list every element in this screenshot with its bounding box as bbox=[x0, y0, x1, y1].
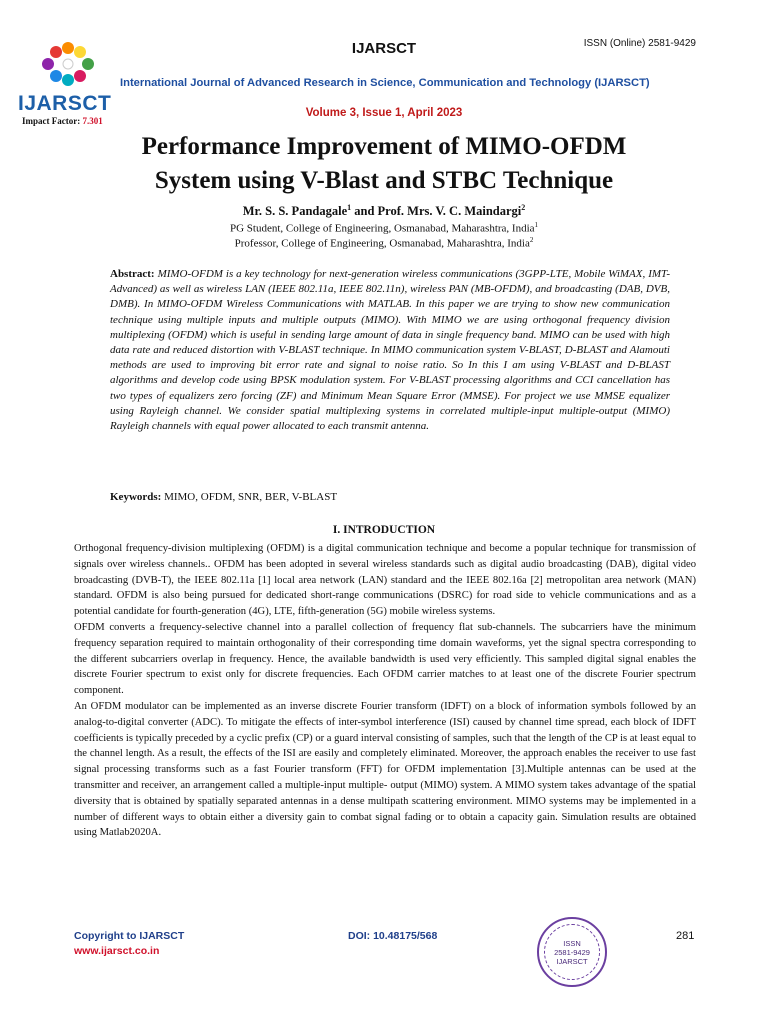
keywords-text: MIMO, OFDM, SNR, BER, V-BLAST bbox=[161, 491, 338, 503]
keywords-label: Keywords: bbox=[110, 491, 162, 503]
issn-seal bbox=[537, 917, 607, 987]
author-1: Mr. S. S. Pandagale bbox=[242, 204, 348, 219]
volume-issue: Volume 3, Issue 1, April 2023 bbox=[305, 107, 463, 119]
section-heading-introduction: I. INTRODUCTION bbox=[332, 524, 436, 536]
title-line-1: Performance Improvement of MIMO-OFDM bbox=[141, 133, 627, 160]
authors: Mr. S. S. Pandagale$^1$ and Prof. Mrs. V. C. Maindargi$^2$ bbox=[242, 203, 526, 219]
title-line-2: System using V-Blast and STBC Technique bbox=[154, 167, 614, 194]
abstract-label: Abstract: bbox=[110, 268, 155, 280]
affiliation-2: Professor, College of Engineering, Osmanabad, Maharashtra, India$^2$ bbox=[234, 236, 534, 250]
affiliation-1: PG Student, College of Engineering, Osmanabad, Maharashtra, India$^1$ bbox=[229, 221, 539, 235]
intro-paragraph-2: OFDM converts a frequency-selective channel into a parallel collection of frequency flat sub-channels. The subcarriers have the minimum frequency separation required to maintain orthogonality of their corresponding time domain waveforms, yet the signal spectra corresponding to the different subcarriers overlap in frequency. Hence, the available bandwidth is used very efficiently. This sampled digital signal enables the discrete Fourier spectrum to exist only for discrete frequencies. Each OFDM carrier matches to at least one of the discrete Fourier spectrum component. bbox=[74, 621, 696, 697]
page-number: 281 bbox=[676, 930, 695, 942]
doi: DOI: 10.48175/568 bbox=[348, 930, 438, 942]
intro-paragraph-3: An OFDM modulator can be implemented as an inverse discrete Fourier transform (IDFT) on a block of information symbols followed by an analog-to-digital converter (ADC). To mitigate the effects of inter-symbol interference (ISI) caused by channel time spread, each block of IDFT coefficients is typically preceded by a cyclic prefix (CP) or a guard interval consisting of samples, such that the length of the CP is at least equal to the channel length. As a result, the effects of the ISI are easily and completely eliminated. Moreover, the approach enables the receiver to use fast signal processing transforms such as a fast Fourier transform (FFT) for OFDM implementation [3].Multiple antennas can be used at the transmitter and receiver, an arrangement called a multiple-input multiple- output (MIMO) system. A MIMO system takes advantage of the spatial diversity that is obtained by spatially separated antennas in a dense multipath scattering environment. MIMO systems may be implemented in a number of different ways to obtain either a diversity gain to combat signal fading or to obtain a capacity gain. Simulation results are obtained using Matlab2020A. bbox=[74, 700, 696, 839]
seal-inner: ISSN 2581-9429 IJARSCT bbox=[544, 924, 600, 980]
abstract bbox=[110, 267, 670, 434]
abstract-text: MIMO-OFDM is a key technology for next-generation wireless communications (3GPP-LTE, Mobile WiMAX, IMT-Advanced) as well as wireless LAN (IEEE 802.11a, IEEE 802.11n), wireless PAN (MB-OFDM), and broadcasting (DAB, DVB, DMB). In MIMO-OFDM Wireless Communications with MATLAB. In this paper we are trying to show new communication technique using multiple inputs and multiple outputs (MIMO). With MIMO we are using orthogonal frequency division multiplexing (OFDM) which is useful in sending large amount of data in single frequency band. MIMO can be used with high data rate and reduced distortion with V-BLAST technique. In MIMO communication system V-BLAST, D-BLAST and Alamouti methods are used to improving bit error rate and signal to noise ratio. So In this I am using V-BLAST and D-BLAST algorithms and develop code using BPSK modulation system. For V-BLAST processing algorithms and CCI cancellation has two types of equalizers zero forcing (ZF) and Minimum Mean Square Error (MMSE). For project we use MMSE equalizer using Rayleigh channel. We consider spatial multiplexing systems in correlated multiple-input multiple-output (MIMO) Rayleigh channels with equal power allocated to each transmit antenna. bbox=[110, 268, 670, 433]
intro-paragraph-1: Orthogonal frequency-division multiplexing (OFDM) is a digital communication technique and become a popular technique for transmission of signals over wireless channels.. OFDM has been adopted in several wireless standards such as digital audio broadcasting (DAB), digital video broadcasting (DVB-T), the IEEE 802.11a [1] local area network (LAN) standard and the IEEE 802.16a [2] metropolitan area network (MAN) standard. OFDM is also being pursued for dedicated short-range communications (DSRC) for road side to vehicle communications and as a potential candidate for fourth-generation (4G), LTE, fifth-generation (5G) mobile wireless systems. bbox=[74, 543, 696, 618]
copyright: Copyright to IJARSCT bbox=[74, 930, 185, 942]
journal-short-name: IJARSCT bbox=[351, 40, 417, 57]
keywords bbox=[110, 491, 337, 503]
logo-text: IJARSCT bbox=[18, 92, 112, 115]
introduction-body bbox=[74, 541, 696, 841]
paper-title bbox=[60, 130, 708, 198]
author-2: Prof. Mrs. V. C. Maindargi bbox=[377, 204, 522, 219]
journal-full-name: International Journal of Advanced Research in Science, Communication and Technology (IJARSCT) bbox=[120, 77, 650, 89]
website-link[interactable]: www.ijarsct.co.in bbox=[74, 945, 160, 957]
issn: ISSN (Online) 2581-9429 bbox=[583, 38, 696, 49]
impact-factor: Impact Factor: 7.301 bbox=[22, 116, 103, 126]
